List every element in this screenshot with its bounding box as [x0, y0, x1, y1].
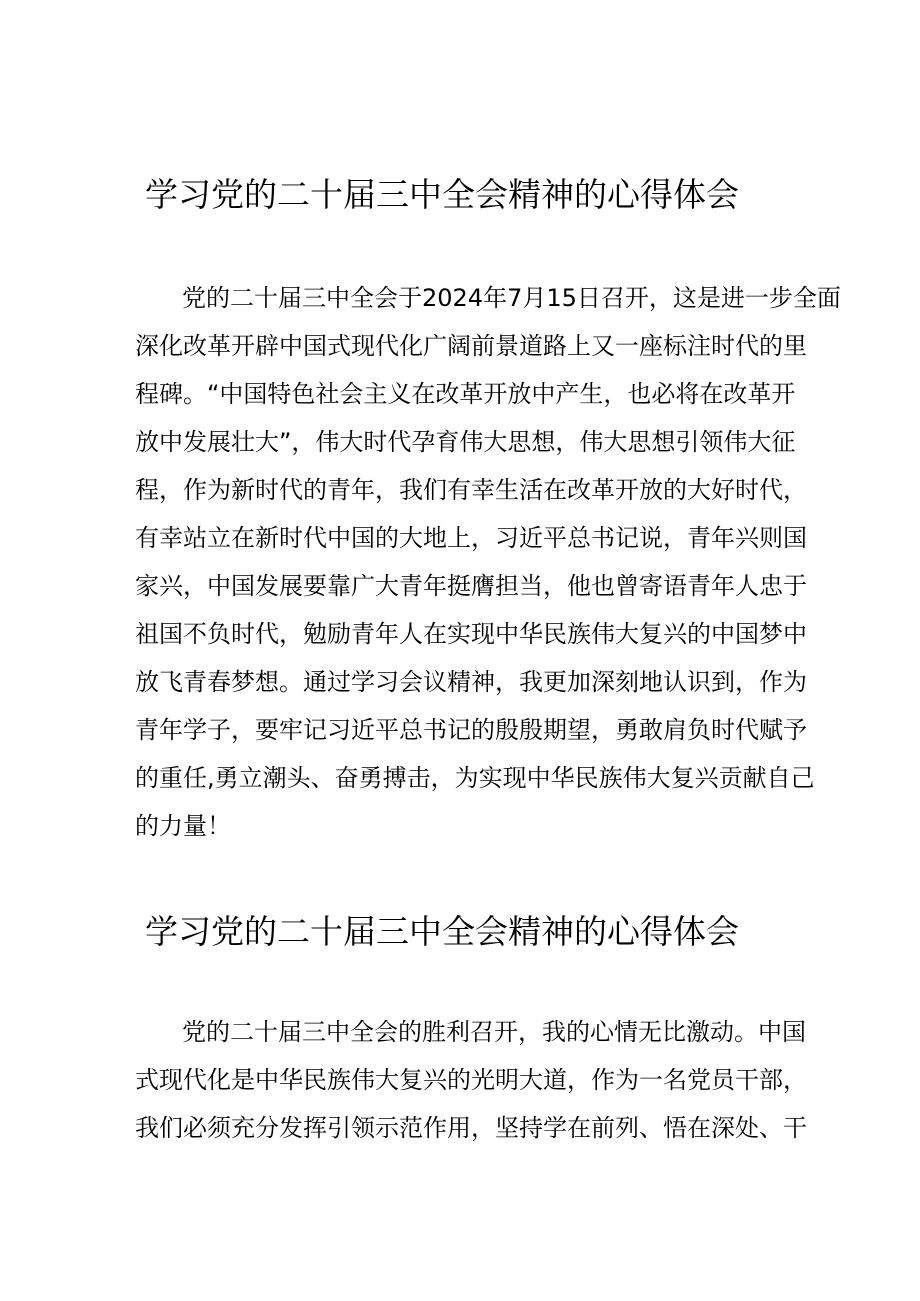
body-line: 程，作为新时代的青年，我们有幸生活在改革开放的大好时代， [135, 476, 807, 504]
body-line: 放飞青春梦想。通过学习会议精神，我更加深刻地认识到，作为 [135, 668, 807, 696]
article-title-2: 学习党的二十届三中全会精神的心得体会 [145, 912, 739, 951]
body-line: 深化改革开辟中国式现代化广阔前景道路上又一座标注时代的里 [135, 332, 807, 360]
body-line: 放中发展壮大”，伟大时代孕育伟大思想，伟大思想引领伟大征 [135, 428, 796, 456]
article-body-2 [135, 1012, 807, 1156]
body-line: 式现代化是中华民族伟大复兴的光明大道，作为一名党员干部， [135, 1066, 807, 1094]
article-title-1: 学习党的二十届三中全会精神的心得体会 [145, 175, 739, 214]
body-line: 的重任,勇立潮头、奋勇搏击，为实现中华民族伟大复兴贡献自己 [135, 764, 815, 792]
body-line: 我们必须充分发挥引领示范作用，坚持学在前列、悟在深处、干 [135, 1114, 807, 1142]
body-line: 党的二十届三中全会的胜利召开，我的心情无比激动。中国 [182, 1018, 806, 1046]
body-line: 党的二十届三中全会于2024年7月15日召开，这是进一步全面 [182, 284, 841, 312]
body-line: 青年学子，要牢记习近平总书记的殷殷期望，勇敢肩负时代赋予 [135, 716, 807, 744]
body-line: 的力量！ [135, 812, 231, 840]
body-line: 祖国不负时代，勉励青年人在实现中华民族伟大复兴的中国梦中 [135, 620, 807, 648]
body-line: 家兴，中国发展要靠广大青年挺膺担当，他也曾寄语青年人忠于 [135, 572, 807, 600]
article-body-1 [135, 278, 841, 854]
body-line: 程碑。“中国特色社会主义在改革开放中产生，也必将在改革开 [135, 380, 796, 408]
body-line: 有幸站立在新时代中国的大地上，习近平总书记说，青年兴则国 [135, 524, 807, 552]
